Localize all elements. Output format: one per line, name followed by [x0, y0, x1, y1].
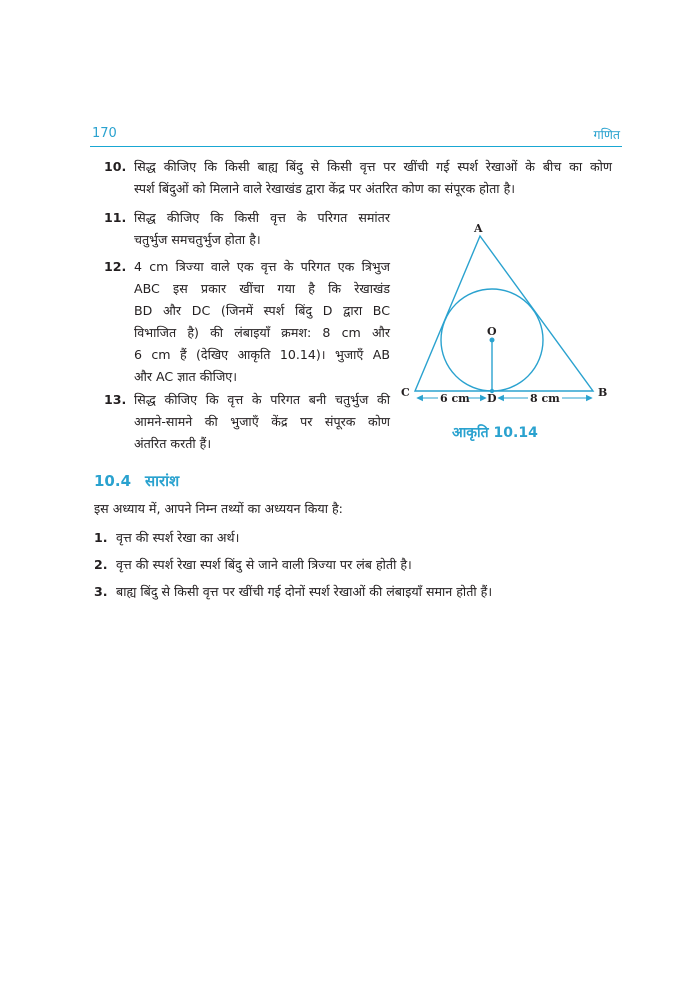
exercise-line: BD और DC (जिनमें स्पर्श बिंदु D द्वारा BC: [134, 303, 390, 318]
label-a: A: [474, 222, 483, 235]
exercise-number: 12.: [104, 259, 127, 274]
exercise-line: ABC इस प्रकार खींचा गया है कि रेखाखंड: [134, 281, 390, 296]
exercise-number: 10.: [104, 159, 127, 174]
label-o: O: [487, 325, 497, 338]
summary-number: 3.: [94, 584, 108, 599]
exercise-line: और AC ज्ञात कीजिए।: [134, 369, 238, 384]
triangle-abc: [415, 236, 593, 391]
exercise-line: 4 cm त्रिज्या वाले एक वृत्त के परिगत एक त्रिभुज: [134, 259, 390, 274]
exercise-number: 11.: [104, 210, 127, 225]
figure-10-14: [396, 218, 656, 418]
exercise-line: सिद्ध कीजिए कि किसी बाह्य बिंदु से किसी वृत्त पर खींची गई स्पर्श रेखाओं के बीच का कोण: [134, 159, 612, 174]
label-b: B: [598, 386, 608, 399]
label-d: D: [487, 392, 497, 405]
summary-item-3: [94, 583, 492, 600]
summary-text: वृत्त की स्पर्श रेखा का अर्थ।: [116, 530, 240, 545]
exercise-line: 6 cm हैं (देखिए आकृति 10.14)। भुजाएँ AB: [134, 347, 390, 362]
summary-item-2: [94, 556, 412, 573]
exercise-line: चतुर्भुज समचतुर्भुज होता है।: [134, 232, 261, 247]
section-heading: [94, 471, 193, 491]
exercise-line: आमने-सामने की भुजाएँ केंद्र पर संपूरक कोण: [134, 414, 390, 429]
summary-intro: इस अध्याय में, आपने निम्न तथ्यों का अध्ययन किया है:: [94, 501, 343, 516]
section-number: 10.4: [94, 472, 132, 490]
exercise-line: स्पर्श बिंदुओं को मिलाने वाले रेखाखंड द्वारा केंद्र पर अंतरित कोण का संपूरक होता है।: [134, 181, 516, 196]
running-title: गणित: [593, 127, 620, 142]
summary-number: 2.: [94, 557, 108, 572]
center-o-dot: [490, 338, 495, 343]
exercise-number: 13.: [104, 392, 127, 407]
exercise-line: विभाजित है) की लंबाइयाँ क्रमश: 8 cm और: [134, 325, 390, 340]
summary-text: बाह्य बिंदु से किसी वृत्त पर खींची गई दोनों स्पर्श रेखाओं की लंबाइयाँ समान होती हैं।: [116, 584, 493, 599]
figure-caption: आकृति 10.14: [452, 425, 538, 441]
dim-label-left: 6 cm: [440, 392, 470, 405]
page-header: [90, 126, 622, 147]
section-title: सारांश: [145, 472, 180, 490]
exercise-line: अंतरित करती हैं।: [134, 436, 212, 451]
label-c: C: [401, 386, 410, 399]
summary-number: 1.: [94, 530, 108, 545]
summary-text: वृत्त की स्पर्श रेखा स्पर्श बिंदु से जाने वाली त्रिज्या पर लंब होती है।: [116, 557, 412, 572]
dim-label-right: 8 cm: [530, 392, 560, 405]
exercise-line: सिद्ध कीजिए कि किसी वृत्त के परिगत समांतर: [134, 210, 390, 225]
page-number: 170: [92, 126, 117, 141]
summary-item-1: [94, 529, 239, 546]
exercise-line: सिद्ध कीजिए कि वृत्त के परिगत बनी चतुर्भुज की: [134, 392, 390, 407]
